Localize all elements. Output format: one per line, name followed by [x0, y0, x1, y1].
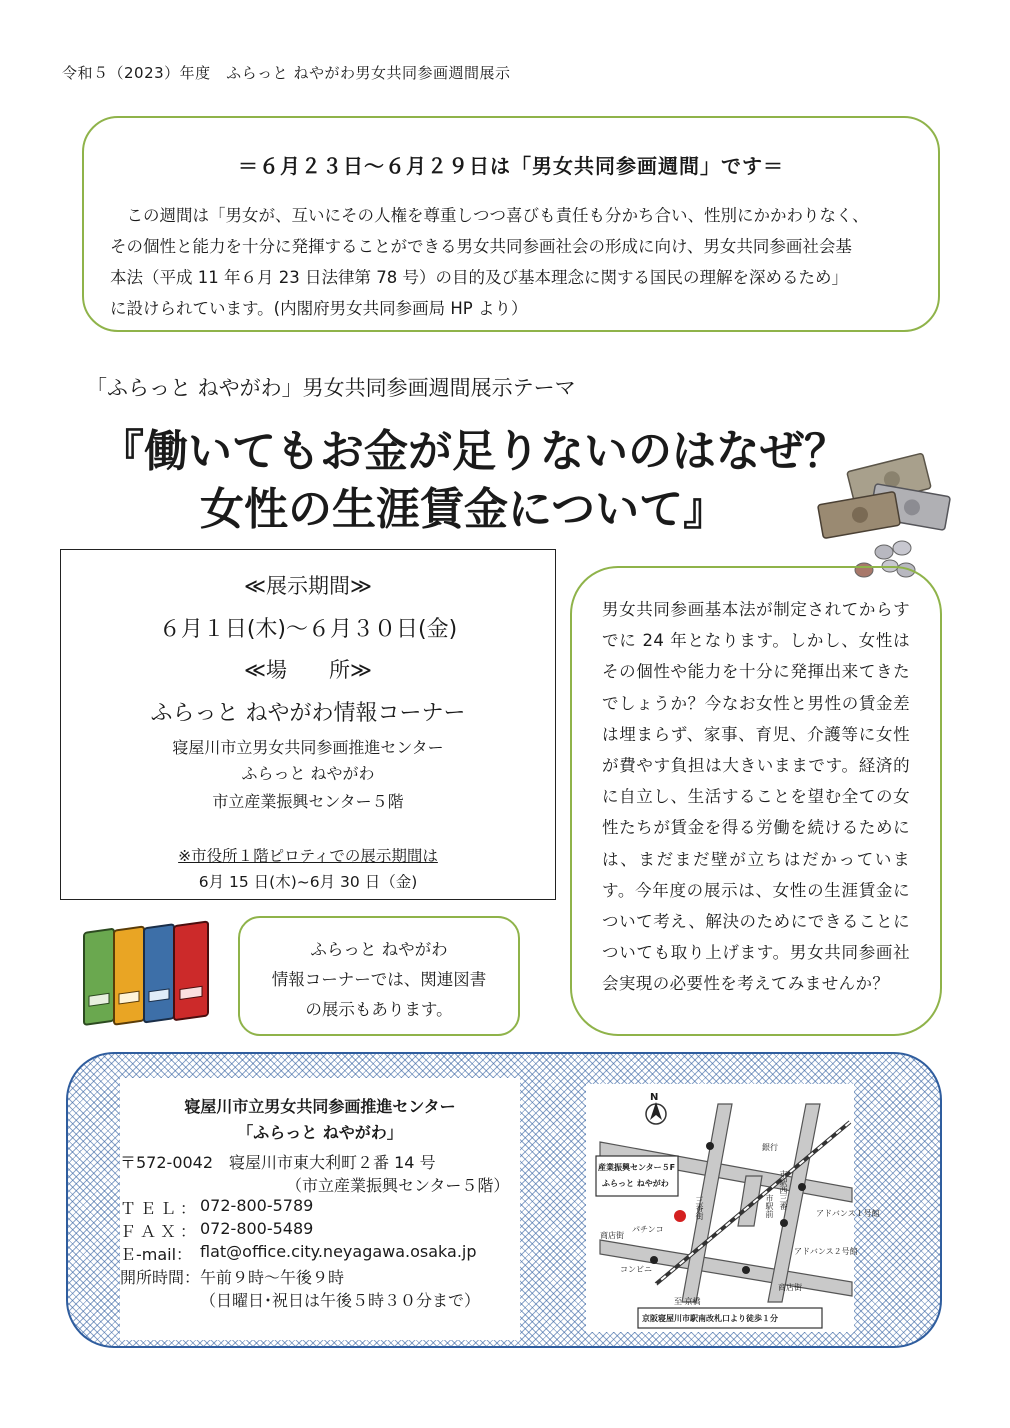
- bank-marker: [706, 1142, 714, 1150]
- week-line: この週間は「男女が、互いにその人権を尊重しつつ喜びも責任も分かち合い、性別にかかわりなく、: [110, 206, 869, 225]
- building-marker: [780, 1219, 788, 1227]
- address-note: （市立産業振興センター５階）: [286, 1176, 510, 1195]
- opening-hours: 午前９時～午後９時: [200, 1268, 345, 1287]
- books-note-box: [238, 916, 520, 1036]
- banknote-icon: [818, 491, 901, 538]
- building-marker: [798, 1183, 806, 1191]
- book-icon: [144, 924, 174, 1022]
- book-icon: [84, 929, 114, 1025]
- place-name: ふらっと ねやがわ情報コーナー: [150, 701, 466, 726]
- theme-label: 「ふらっと ねやがわ」男女共同参画週間展示テーマ: [86, 376, 576, 400]
- pachinko-label: パチンコ: [632, 1225, 664, 1234]
- books-illustration: [76, 918, 224, 1036]
- week-title: ＝６月２３日～６月２９日は「男女共同参画週間」です＝: [238, 154, 784, 178]
- station-road-label: 市駅前: [765, 1194, 774, 1218]
- city-hall-note: ※市役所１階ピロティでの展示期間は: [178, 847, 438, 865]
- kyobashi-label: 至 京橋: [674, 1297, 701, 1306]
- message-box: [570, 566, 942, 1036]
- place-detail: 市立産業振興センター５階: [212, 792, 404, 811]
- email-label: Ｅ-mail：: [120, 1245, 193, 1264]
- shopping-street-label: 商店街: [600, 1231, 624, 1240]
- shop-marker: [742, 1266, 750, 1274]
- book-icon: [114, 926, 144, 1024]
- books-note-line: 情報コーナーでは、関連図書: [271, 970, 487, 989]
- message-text: 男女共同参画基本法が制定されてからすでに 24 年となります。しかし、女性はその個性や能力を十分に発揮出来てきたでしょうか？今なお女性と男性の賃金差は埋まらず、家事、育児、介護等に女性が費やす負担は大きいままです。経済的に自立し、生活することを望む全ての女性たちが賃金を得る労働を続けるためには、まだまだ壁が立ちはだかっています。今年度の展示は、女性の生涯賃金について考え、解決のためにできることについても取り上げます。男女共同参画社会実現の必要性を考えてみませんか？: [602, 600, 910, 994]
- north-arrow-icon: [646, 1102, 666, 1124]
- week-line: 本法（平成 11 年６月 23 日法律第 78 号）の目的及び基本理念に関する国民の理解を深めるため」: [110, 268, 848, 287]
- street-label: 市駅西三番: [779, 1170, 788, 1210]
- place-detail: ふらっと ねやがわ: [241, 764, 375, 783]
- books-note-line: の展示もあります。: [305, 1000, 453, 1019]
- map-drawing: [586, 1084, 854, 1332]
- place-detail: 寝屋川市立男女共同参画推進センター: [172, 738, 444, 757]
- week-line: に設けられています。(内閣府男女共同参画局 HP より）: [110, 299, 528, 318]
- period-dates: ６月１日(木)～６月３０日(金): [158, 617, 458, 642]
- center-location-marker: [674, 1210, 686, 1222]
- week-description: [110, 200, 916, 324]
- exhibition-period-box: [60, 549, 556, 900]
- address: 〒572-0042 寝屋川市東大利町２番 14 号: [120, 1153, 436, 1172]
- railway-line: [656, 1122, 850, 1284]
- tel-number: 072-800-5789: [200, 1196, 314, 1215]
- advance1-label: アドバンス１号館: [816, 1209, 880, 1218]
- north-label: N: [650, 1092, 659, 1103]
- bank-label: 銀行: [762, 1143, 778, 1152]
- period-heading: ≪展示期間≫: [244, 574, 372, 598]
- center-nickname: 「ふらっと ねやがわ」: [237, 1123, 403, 1142]
- center-label-line2: ふらっと ねやがわ: [602, 1179, 669, 1188]
- money-illustration: [812, 452, 962, 582]
- shopping-street-label: 商店街: [778, 1283, 802, 1292]
- theme-title-line2: 女性の生涯賃金について』: [200, 484, 728, 535]
- fax-number: 072-800-5489: [200, 1219, 314, 1238]
- hours-label: 開所時間：: [120, 1268, 201, 1287]
- place-heading: ≪場 所≫: [244, 658, 372, 682]
- contact-info: [120, 1078, 520, 1340]
- center-name: 寝屋川市立男女共同参画推進センター: [184, 1097, 456, 1116]
- document-header: 令和５（2023）年度 ふらっと ねやがわ男女共同参画週間展示: [62, 64, 511, 82]
- map-caption: 京阪寝屋川市駅南改札口より徒歩１分: [642, 1314, 778, 1323]
- street-label: 三番街: [695, 1196, 704, 1220]
- convenience-label: コンビニ: [620, 1265, 652, 1274]
- books-note-line: ふらっと ねやがわ: [310, 940, 448, 959]
- tel-label: ＴＥＬ：: [120, 1199, 201, 1218]
- theme-title-line1: 『働いてもお金が足りないのはなぜ？: [100, 426, 848, 477]
- week-info-box: [82, 116, 940, 332]
- week-line: その個性と能力を十分に発揮することができる男女共同参画社会の形成に向け、男女共同参画社会基: [110, 237, 852, 256]
- email-address[interactable]: flat@office.city.neyagawa.osaka.jp: [200, 1242, 477, 1261]
- hours-note: （日曜日･祝日は午後５時３０分まで）: [200, 1291, 481, 1310]
- convenience-marker: [650, 1256, 658, 1264]
- center-label-line1: 産業振興センター５F: [598, 1163, 676, 1172]
- advance2-label: アドバンス２号館: [794, 1247, 858, 1256]
- fax-label: ＦＡＸ：: [120, 1222, 201, 1241]
- book-icon: [174, 921, 208, 1020]
- city-hall-dates: 6月 15 日(木)~6月 30 日（金): [198, 873, 418, 891]
- access-map: [586, 1084, 880, 1332]
